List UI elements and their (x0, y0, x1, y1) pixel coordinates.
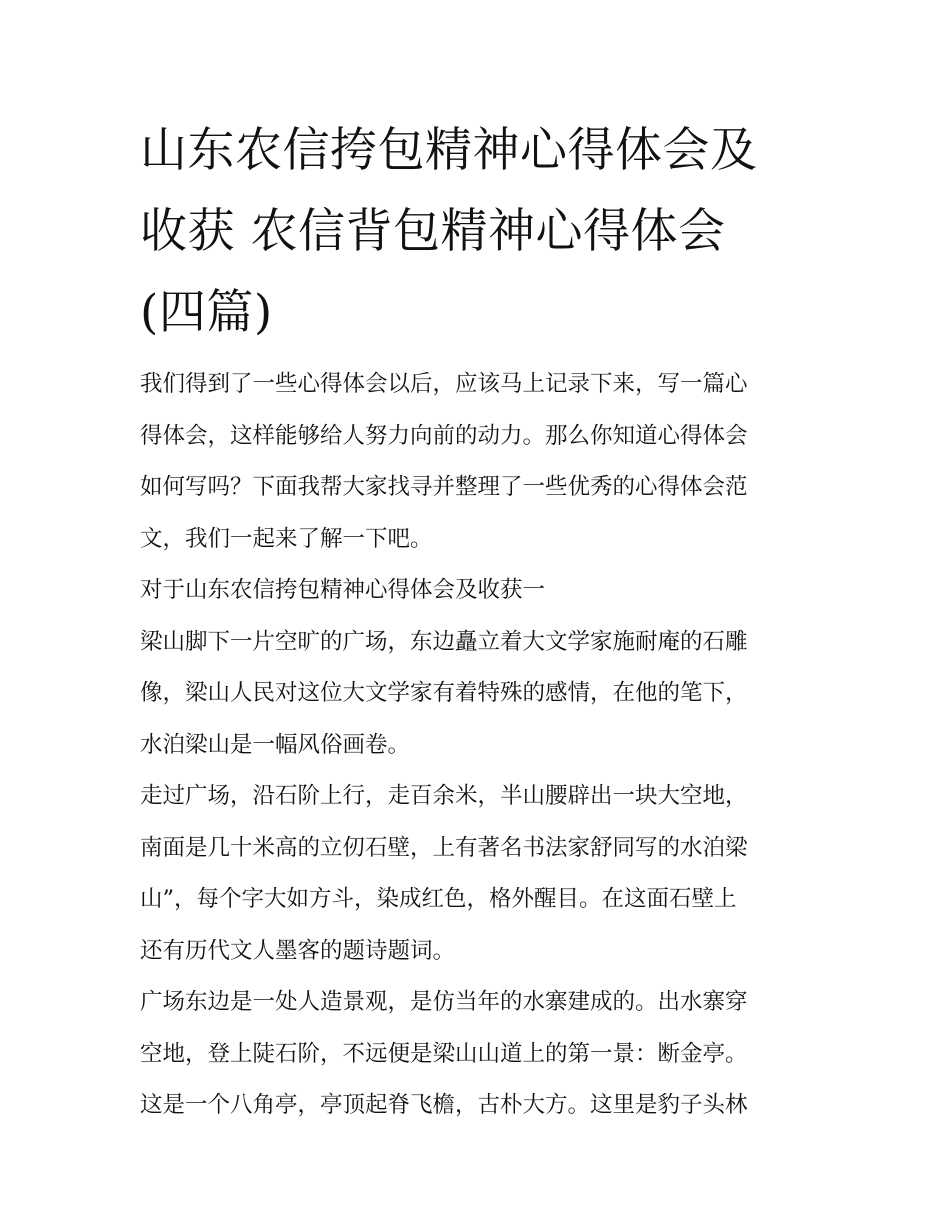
body-paragraph (140, 771, 820, 977)
text-line: 山”，每个字大如方斗，染成红色，格外醒目。在这面石壁上 (140, 886, 737, 912)
text-line: 这是一个八角亭，亭顶起脊飞檐，古朴大方。这里是豹子头林 (140, 1092, 748, 1118)
text-line: 走过广场，沿石阶上行，走百余米，半山腰辟出一块大空地， (140, 783, 748, 809)
text-line: 空地，登上陡石阶，不远便是梁山山道上的第一景：断金亭。 (140, 1040, 748, 1067)
text-line: 文，我们一起来了解一下吧。 (140, 525, 433, 552)
document-content (140, 110, 820, 1132)
text-line: 还有历代文人墨客的题诗题词。 (140, 937, 456, 964)
text-line: 对于山东农信挎包精神心得体会及收获一 (140, 577, 546, 603)
text-line: 如何写吗？下面我帮大家找寻并整理了一些优秀的心得体会范 (140, 474, 748, 500)
body-paragraph (140, 977, 820, 1132)
text-line: 南面是几十米高的立仞石壁，上有著名书法家舒同写的水泊梁 (140, 834, 748, 861)
title-line: (四篇) (140, 285, 273, 340)
title-line: 收获 农信背包精神心得体会 (140, 204, 726, 259)
text-line: 我们得到了一些心得体会以后，应该马上记录下来，写一篇心 (140, 371, 748, 397)
section-heading (140, 565, 820, 617)
text-line: 广场东边是一处人造景观，是仿当年的水寨建成的。出水寨穿 (140, 989, 748, 1015)
title-line: 山东农信挎包精神心得体会及 (140, 123, 758, 178)
text-line: 梁山脚下一片空旷的广场，东边矗立着大文学家施耐庵的石雕 (140, 628, 748, 655)
text-line: 得体会，这样能够给人努力向前的动力。那么你知道心得体会 (140, 422, 748, 449)
intro-paragraph (140, 359, 820, 565)
body-paragraph (140, 617, 820, 772)
text-line: 水泊梁山是一幅风俗画卷。 (140, 731, 411, 758)
text-line: 像，梁山人民对这位大文学家有着特殊的感情，在他的笔下， (140, 680, 748, 706)
document-title (140, 110, 820, 353)
